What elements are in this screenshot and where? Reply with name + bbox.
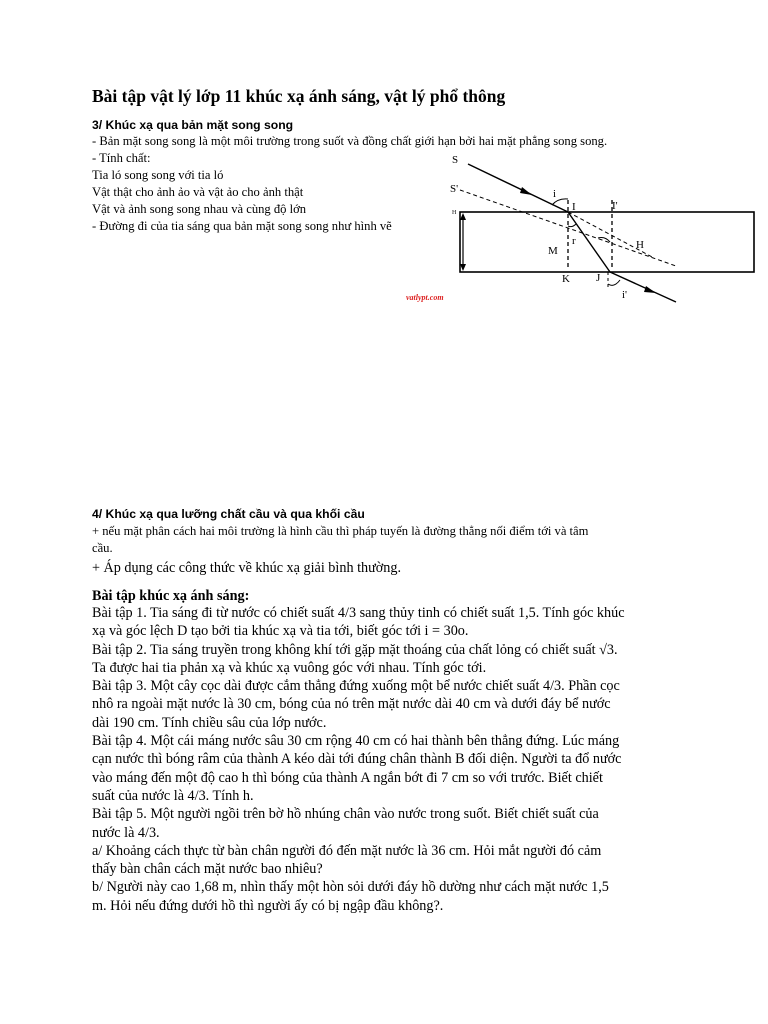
exercise-line: Bài tập 2. Tia sáng truyền trong không khí tới gặp mặt thoáng của chất lỏng có chiết suất √3.	[92, 641, 618, 658]
label-small-H: H	[452, 210, 457, 216]
emergent-ray	[610, 272, 676, 302]
incident-extension-2	[568, 212, 654, 258]
label-M: M	[548, 245, 558, 257]
exercises-body	[92, 604, 625, 915]
label-I: I	[572, 201, 576, 213]
label-S: S	[452, 154, 459, 166]
exercise-line: Bài tập 4. Một cái máng nước sâu 30 cm rộng 40 cm có hai thành bên thẳng đứng. Lúc máng	[92, 733, 620, 750]
exercise-line: Bài tập 3. Một cây cọc dài được cắm thẳng đứng xuống một bể nước chiết suất 4/3. Phần cọc	[92, 678, 620, 695]
section-4-line: + nếu mặt phân cách hai môi trường là hình cầu thì pháp tuyến là đường thẳng nối điểm tới và tâm	[92, 524, 589, 538]
label-i-prime: i'	[622, 289, 628, 301]
arrow-head-bottom	[460, 264, 466, 271]
section-3-line: - Đường đi của tia sáng qua bản mặt song song như hình vẽ	[92, 219, 392, 233]
label-K: K	[562, 273, 570, 285]
exercise-line: Bài tập 5. Một người ngồi trên bờ hồ nhúng chân vào nước trong suốt. Biết chiết suất của	[92, 806, 599, 823]
exercise-line: m. Hỏi nếu đứng dưới hồ thì người ấy có bị ngập đầu không?.	[92, 897, 444, 914]
exercise-line: suất của nước là 4/3. Tính h.	[92, 787, 254, 804]
exercise-line: Bài tập 1. Tia sáng đi từ nước có chiết suất 4/3 sang thủy tinh có chiết suất 1,5. Tính góc khúc	[92, 605, 625, 621]
parallel-plate-figure	[406, 150, 760, 310]
section-4-body	[92, 523, 588, 557]
exercise-line: dài 190 cm. Tính chiều sâu của lớp nước.	[92, 714, 327, 731]
angle-r2-arc	[598, 238, 610, 243]
section-3-heading: 3/ Khúc xạ qua bản mặt song song	[92, 118, 294, 132]
section-4-line: cầu.	[92, 541, 113, 555]
incident-arrow	[520, 187, 532, 195]
exercise-line: nhô ra ngoài mặt nước là 30 cm, bóng của nó trên mặt nước dài 40 cm và dưới đáy bể nước	[92, 696, 611, 713]
section-3-line: Vật thật cho ảnh ảo và vật ảo cho ảnh thật	[92, 185, 304, 199]
watermark: vatlypt.com	[406, 293, 444, 302]
section-4-line: + Áp dụng các công thức về khúc xạ giải bình thường.	[92, 560, 402, 576]
label-r: r	[572, 235, 576, 247]
exercise-line: nước là 4/3.	[92, 824, 160, 841]
label-I-prime: I'	[612, 200, 618, 212]
section-3-line: - Tính chất:	[92, 151, 151, 165]
arrow-head-top	[460, 213, 466, 220]
angle-r-arc	[568, 224, 576, 227]
exercise-line: cạn nước thì bóng râm của thành A kéo dài tới đúng chân thành B đối diện. Người ta đổ nước	[92, 751, 622, 768]
exercise-line: xạ và góc lệch D tạo bởi tia khúc xạ và tia tới, biết góc tới i = 30o.	[92, 623, 469, 640]
page-title: Bài tập vật lý lớp 11 khúc xạ ánh sáng, vật lý phổ thông	[92, 86, 506, 106]
exercise-line: vào máng đến một độ cao h thì bóng của thành A ngắn bớt đi 7 cm so với trước. Biết chiết	[92, 769, 603, 786]
exercises-heading: Bài tập khúc xạ ánh sáng:	[92, 588, 250, 604]
label-S-prime: S'	[450, 183, 459, 195]
exercise-line: Ta được hai tia phản xạ và khúc xạ vuông góc với nhau. Tính góc tới.	[92, 659, 487, 676]
label-i: i	[553, 188, 557, 200]
label-J: J	[596, 272, 601, 284]
emergent-arrow	[644, 286, 656, 293]
section-3-line: - Bản mặt song song là một môi trường trong suốt và đồng chất giới hạn bởi hai mặt phẳng song song.	[92, 134, 608, 148]
label-H: H	[636, 239, 644, 251]
angle-i-prime-arc	[608, 280, 620, 285]
section-3-line: Vật và ảnh song song nhau và cùng độ lớn	[92, 202, 307, 216]
section-3-line: Tia ló song song với tia ló	[92, 168, 224, 182]
section-4-heading: 4/ Khúc xạ qua lưỡng chất cầu và qua khối cầu	[92, 507, 365, 521]
exercise-line: b/ Người này cao 1,68 m, nhìn thấy một hòn sỏi dưới đáy hồ dường như cách mặt nước 1,5	[92, 879, 609, 896]
exercise-line: a/ Khoảng cách thực từ bàn chân người đó đến mặt nước là 36 cm. Hỏi mắt người đó cảm	[92, 842, 602, 859]
exercise-line: thấy bàn chân cách mặt nước bao nhiêu?	[92, 861, 323, 878]
